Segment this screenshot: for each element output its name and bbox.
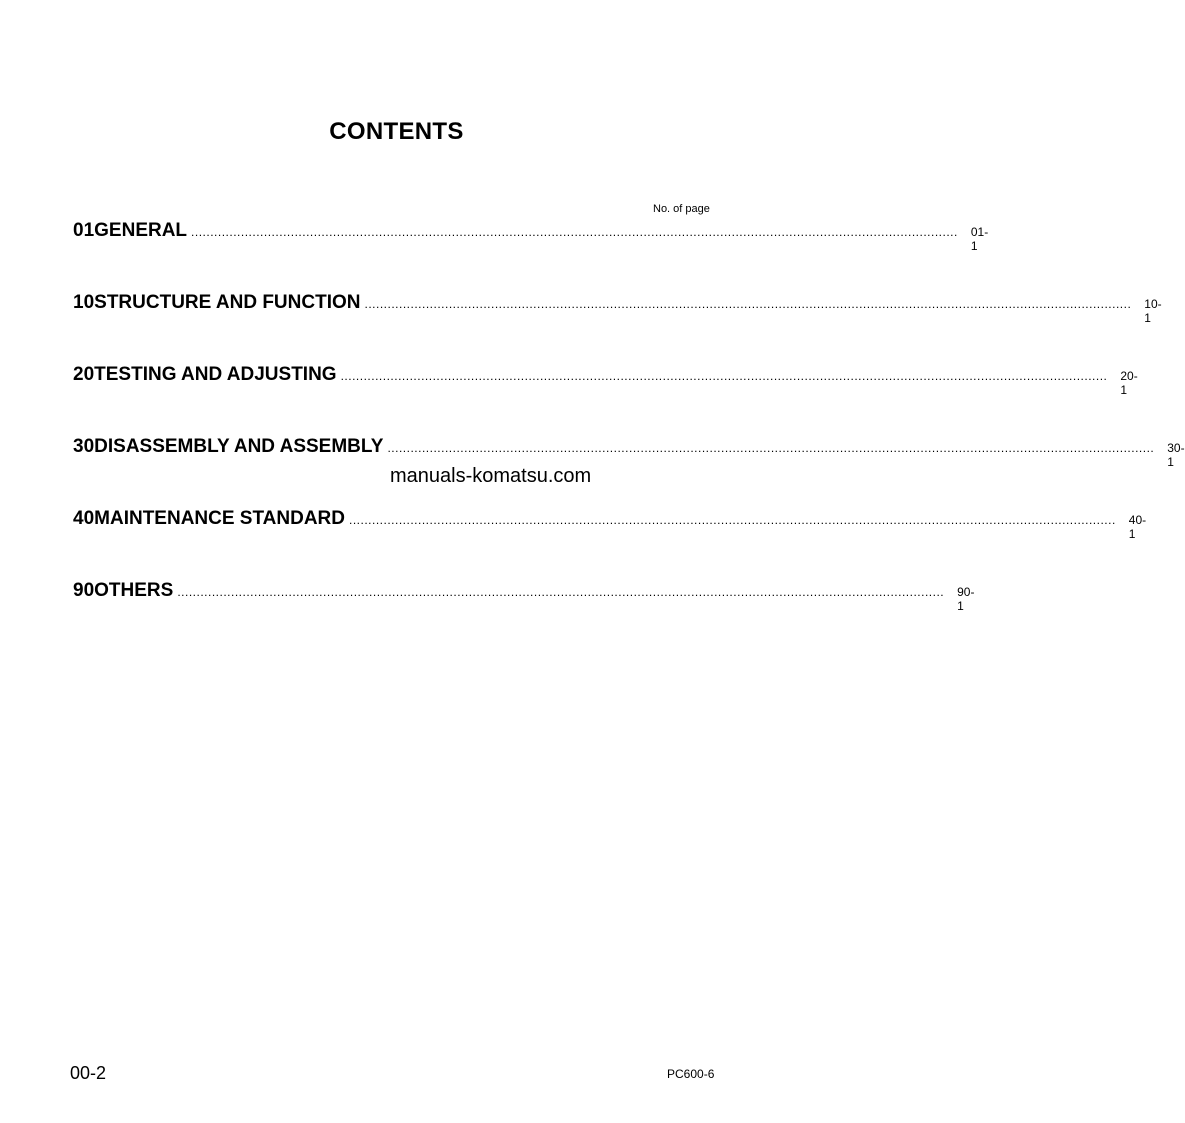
- section-page: 20-1: [1120, 369, 1138, 397]
- toc-entry[interactable]: [73, 292, 1162, 325]
- section-title: STRUCTURE AND FUNCTION: [94, 292, 361, 313]
- section-number: 90: [73, 580, 95, 601]
- dot-leader: ........................................................................................................................................................................................................: [349, 513, 1116, 527]
- dot-leader: ........................................................................................................................................................................................................: [340, 369, 1108, 383]
- toc-entry[interactable]: [73, 436, 1185, 469]
- section-page: 01-1: [970, 225, 989, 253]
- section-page: 90-1: [957, 585, 975, 613]
- section-number: 40: [73, 508, 95, 529]
- watermark: manuals-komatsu.com: [390, 465, 592, 487]
- section-page: 40-1: [1128, 513, 1147, 541]
- section-number: 01: [73, 220, 95, 241]
- section-page: 30-1: [1167, 441, 1185, 469]
- section-title: GENERAL: [94, 220, 188, 241]
- section-number: 20: [73, 364, 95, 385]
- section-title: DISASSEMBLY AND ASSEMBLY: [94, 436, 384, 457]
- section-number: 30: [73, 436, 95, 457]
- toc-entry[interactable]: [73, 364, 1138, 397]
- section-title: OTHERS: [94, 580, 174, 601]
- toc-entry[interactable]: [73, 508, 1147, 541]
- section-number: 10: [73, 292, 95, 313]
- toc-entry[interactable]: [73, 580, 975, 613]
- toc-entry[interactable]: [73, 220, 989, 253]
- dot-leader: ........................................................................................................................................................................................................: [177, 585, 945, 599]
- footer-page-number: 00-2: [70, 1063, 107, 1083]
- dot-leader: ........................................................................................................................................................................................................: [387, 441, 1155, 455]
- section-title: TESTING AND ADJUSTING: [94, 364, 337, 385]
- footer-model: PC600-6: [667, 1067, 715, 1081]
- section-title: MAINTENANCE STANDARD: [94, 508, 345, 529]
- dot-leader: ........................................................................................................................................................................................................: [191, 225, 958, 239]
- page-title: CONTENTS: [329, 118, 464, 145]
- section-page: 10-1: [1144, 297, 1162, 325]
- dot-leader: ........................................................................................................................................................................................................: [364, 297, 1132, 311]
- page-column-header: No. of page: [653, 203, 710, 215]
